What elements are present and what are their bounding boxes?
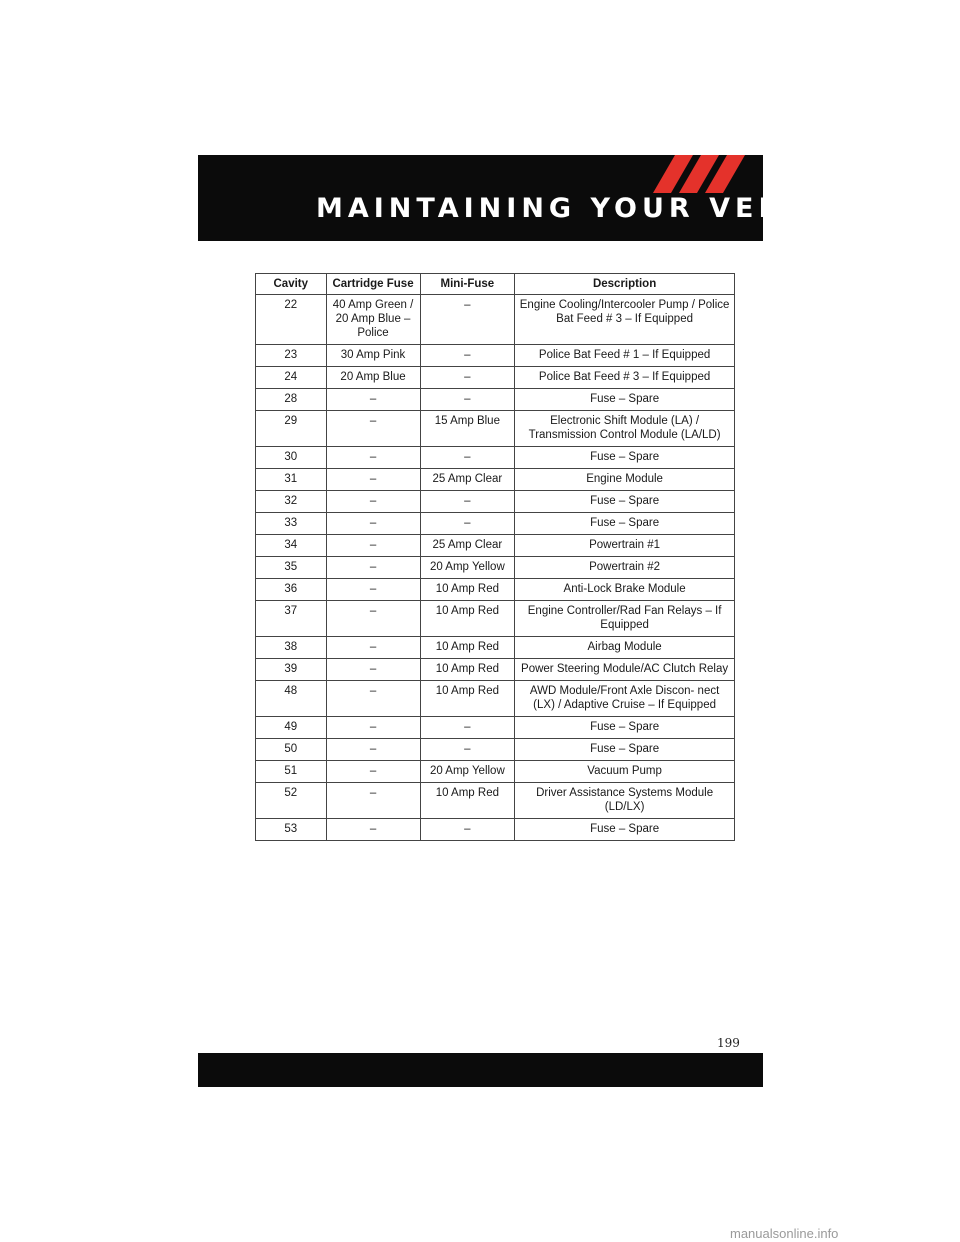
cell-cavity: 22 [256, 295, 327, 345]
cell-mini-fuse: 25 Amp Clear [420, 469, 515, 491]
table-row [256, 579, 735, 601]
cell-cavity: 30 [256, 447, 327, 469]
cell-cartridge-fuse: – [326, 783, 420, 819]
watermark: manualsonline.info [730, 1226, 839, 1241]
cell-mini-fuse: 15 Amp Blue [420, 411, 515, 447]
table-row [256, 637, 735, 659]
table-row [256, 513, 735, 535]
cell-description: Powertrain #2 [515, 557, 735, 579]
cell-description: Electronic Shift Module (LA) / Transmission Control Module (LA/LD) [515, 411, 735, 447]
column-header-cartridge-fuse: Cartridge Fuse [326, 274, 420, 295]
cell-cartridge-fuse: – [326, 717, 420, 739]
table-row [256, 659, 735, 681]
cell-cavity: 31 [256, 469, 327, 491]
cell-cavity: 23 [256, 345, 327, 367]
column-header-mini-fuse: Mini-Fuse [420, 274, 515, 295]
cell-mini-fuse: – [420, 717, 515, 739]
cell-cavity: 34 [256, 535, 327, 557]
cell-mini-fuse: 10 Amp Red [420, 659, 515, 681]
table-body [256, 295, 735, 841]
cell-cavity: 28 [256, 389, 327, 411]
cell-mini-fuse: 10 Amp Red [420, 637, 515, 659]
cell-description: Driver Assistance Systems Module (LD/LX) [515, 783, 735, 819]
cell-description: Fuse – Spare [515, 389, 735, 411]
page-number: 199 [717, 1036, 740, 1050]
cell-cartridge-fuse: – [326, 601, 420, 637]
cell-cartridge-fuse: – [326, 535, 420, 557]
table-row [256, 295, 735, 345]
cell-cartridge-fuse: – [326, 447, 420, 469]
cell-description: Engine Controller/Rad Fan Relays – If Equipped [515, 601, 735, 637]
table-row [256, 761, 735, 783]
table-row [256, 739, 735, 761]
table-row [256, 535, 735, 557]
cell-cartridge-fuse: – [326, 659, 420, 681]
table-row [256, 557, 735, 579]
cell-mini-fuse: 10 Amp Red [420, 601, 515, 637]
cell-mini-fuse: – [420, 367, 515, 389]
table-row [256, 491, 735, 513]
cell-mini-fuse: 10 Amp Red [420, 681, 515, 717]
cell-cartridge-fuse: – [326, 739, 420, 761]
table-row [256, 447, 735, 469]
cell-cavity: 36 [256, 579, 327, 601]
cell-description: Anti-Lock Brake Module [515, 579, 735, 601]
cell-mini-fuse: – [420, 819, 515, 841]
cell-description: Airbag Module [515, 637, 735, 659]
cell-cartridge-fuse: – [326, 819, 420, 841]
footer-bar [198, 1053, 763, 1087]
cell-cartridge-fuse: – [326, 579, 420, 601]
table-row [256, 411, 735, 447]
cell-cavity: 52 [256, 783, 327, 819]
section-header [198, 155, 872, 241]
cell-description: AWD Module/Front Axle Discon- nect (LX) / Adaptive Cruise – If Equipped [515, 681, 735, 717]
cell-cavity: 50 [256, 739, 327, 761]
section-title: MAINTAINING YOUR VEHICLE [316, 193, 872, 224]
cell-description: Vacuum Pump [515, 761, 735, 783]
cell-cavity: 24 [256, 367, 327, 389]
cell-cavity: 37 [256, 601, 327, 637]
cell-cartridge-fuse: – [326, 389, 420, 411]
table-row [256, 345, 735, 367]
table-row [256, 819, 735, 841]
cell-cartridge-fuse: 20 Amp Blue [326, 367, 420, 389]
cell-mini-fuse: – [420, 491, 515, 513]
cell-mini-fuse: 25 Amp Clear [420, 535, 515, 557]
racing-stripes-icon [623, 155, 763, 193]
cell-cavity: 32 [256, 491, 327, 513]
table-row [256, 717, 735, 739]
table-row [256, 601, 735, 637]
cell-cavity: 53 [256, 819, 327, 841]
cell-description: Fuse – Spare [515, 491, 735, 513]
cell-mini-fuse: – [420, 389, 515, 411]
table-row [256, 783, 735, 819]
column-header-description: Description [515, 274, 735, 295]
table-row [256, 389, 735, 411]
column-header-cavity: Cavity [256, 274, 327, 295]
cell-mini-fuse: – [420, 295, 515, 345]
cell-description: Powertrain #1 [515, 535, 735, 557]
cell-cartridge-fuse: – [326, 491, 420, 513]
cell-description: Engine Module [515, 469, 735, 491]
table-header-row [256, 274, 735, 295]
table-row [256, 367, 735, 389]
fuse-table [255, 273, 735, 841]
table-row [256, 469, 735, 491]
cell-mini-fuse: 20 Amp Yellow [420, 761, 515, 783]
cell-description: Fuse – Spare [515, 739, 735, 761]
cell-mini-fuse: 20 Amp Yellow [420, 557, 515, 579]
cell-cavity: 38 [256, 637, 327, 659]
cell-cavity: 29 [256, 411, 327, 447]
cell-description: Police Bat Feed # 3 – If Equipped [515, 367, 735, 389]
cell-cartridge-fuse: – [326, 681, 420, 717]
cell-mini-fuse: – [420, 345, 515, 367]
cell-cartridge-fuse: 40 Amp Green / 20 Amp Blue – Police [326, 295, 420, 345]
cell-description: Fuse – Spare [515, 717, 735, 739]
cell-cartridge-fuse: 30 Amp Pink [326, 345, 420, 367]
cell-mini-fuse: – [420, 513, 515, 535]
cell-cartridge-fuse: – [326, 469, 420, 491]
cell-cartridge-fuse: – [326, 637, 420, 659]
cell-mini-fuse: – [420, 739, 515, 761]
cell-mini-fuse: 10 Amp Red [420, 783, 515, 819]
cell-description: Fuse – Spare [515, 513, 735, 535]
table-row [256, 681, 735, 717]
cell-description: Power Steering Module/AC Clutch Relay [515, 659, 735, 681]
cell-cartridge-fuse: – [326, 557, 420, 579]
cell-cavity: 39 [256, 659, 327, 681]
cell-cavity: 51 [256, 761, 327, 783]
cell-mini-fuse: 10 Amp Red [420, 579, 515, 601]
cell-description: Fuse – Spare [515, 819, 735, 841]
cell-cartridge-fuse: – [326, 411, 420, 447]
cell-description: Police Bat Feed # 1 – If Equipped [515, 345, 735, 367]
cell-cartridge-fuse: – [326, 761, 420, 783]
cell-cavity: 35 [256, 557, 327, 579]
cell-description: Fuse – Spare [515, 447, 735, 469]
cell-cavity: 49 [256, 717, 327, 739]
cell-cartridge-fuse: – [326, 513, 420, 535]
cell-description: Engine Cooling/Intercooler Pump / Police Bat Feed # 3 – If Equipped [515, 295, 735, 345]
cell-cavity: 33 [256, 513, 327, 535]
cell-mini-fuse: – [420, 447, 515, 469]
cell-cavity: 48 [256, 681, 327, 717]
